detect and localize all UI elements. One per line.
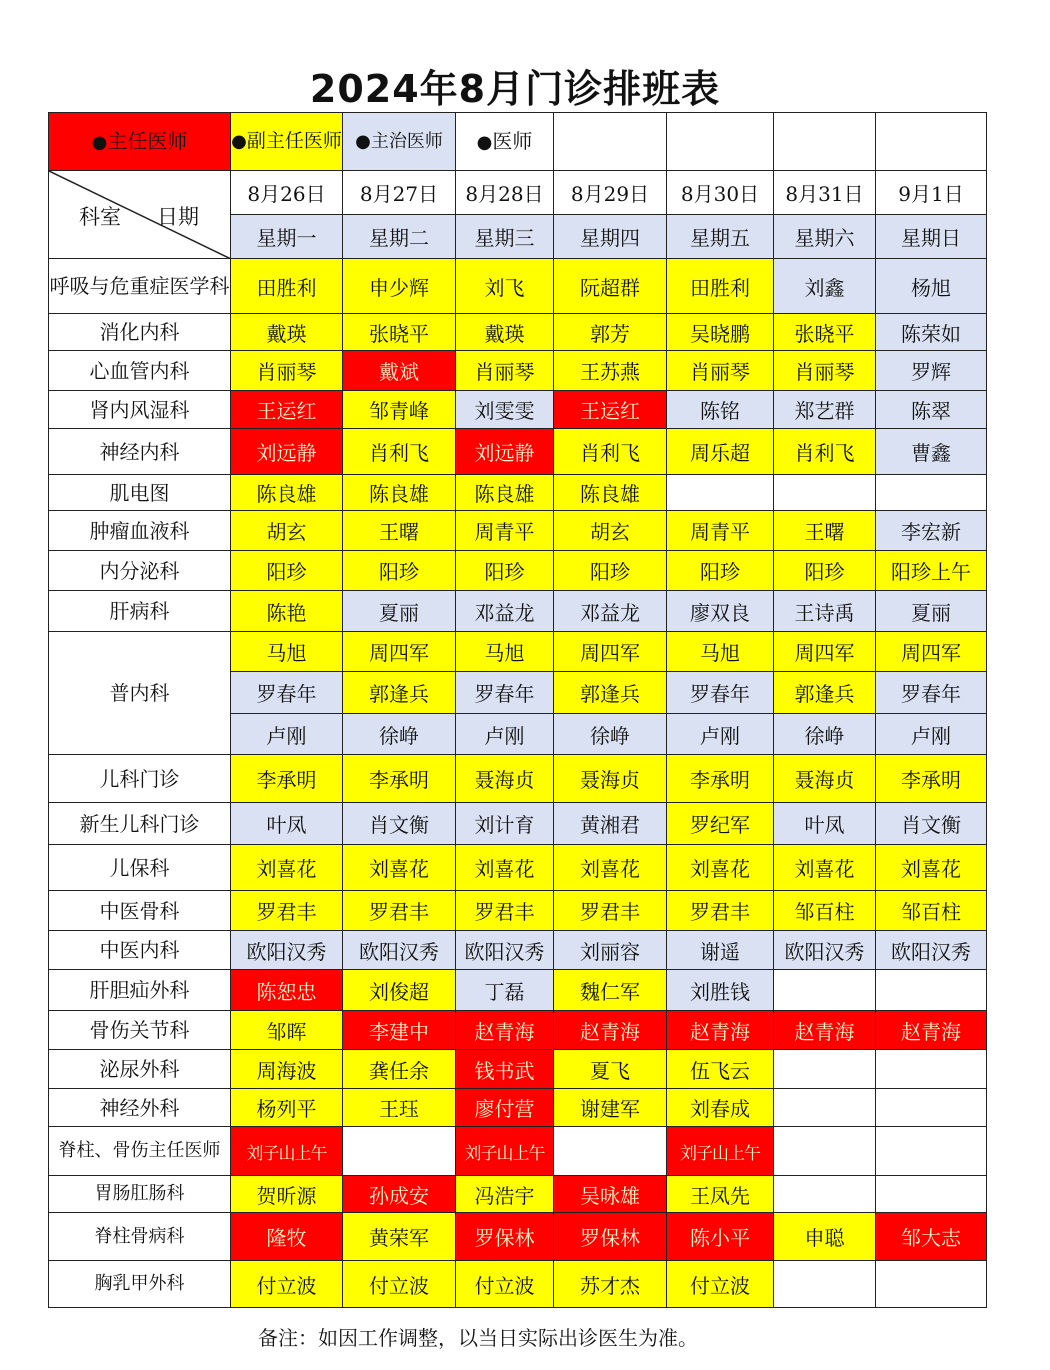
- doctor-cell: 罗君丰: [456, 891, 554, 931]
- doctor-cell: 肖丽琴: [667, 351, 774, 391]
- dept-row: [49, 803, 987, 845]
- dept-row: [49, 891, 987, 931]
- doctor-cell: 陈良雄: [343, 475, 456, 511]
- doctor-cell: 田胜利: [667, 259, 774, 314]
- legend-doctor: [456, 113, 554, 171]
- doctor-cell: 罗君丰: [554, 891, 667, 931]
- doctor-cell: 冯浩宇: [456, 1176, 554, 1213]
- date-cell: 8月28日: [456, 171, 554, 215]
- doctor-cell: 廖付营: [456, 1089, 554, 1127]
- doctor-cell: 陈荣如: [876, 314, 987, 351]
- doctor-cell: 刘雯雯: [456, 391, 554, 429]
- doctor-cell: 刘喜花: [554, 845, 667, 891]
- doctor-cell: 戴瑛: [456, 314, 554, 351]
- doctor-cell: 郭逢兵: [343, 672, 456, 714]
- doctor-cell: 聂海贞: [774, 755, 876, 803]
- bullet-icon: ●: [91, 131, 108, 153]
- doctor-cell: 戴斌: [343, 351, 456, 391]
- doctor-cell: 李承明: [231, 755, 343, 803]
- doctor-cell: 周青平: [456, 511, 554, 551]
- doctor-cell: 王凤先: [667, 1176, 774, 1213]
- dept-row: [49, 755, 987, 803]
- dept-row: [49, 1127, 987, 1176]
- doctor-cell: 刘飞: [456, 259, 554, 314]
- doctor-cell: 阳珍: [456, 551, 554, 591]
- doctor-cell: 肖利飞: [343, 429, 456, 475]
- doctor-cell: 刘子山上午: [231, 1127, 343, 1176]
- doctor-cell: 王运红: [231, 391, 343, 429]
- doctor-cell: 周四军: [554, 632, 667, 672]
- doctor-cell: 阳珍: [554, 551, 667, 591]
- doctor-cell: 孙成安: [343, 1176, 456, 1213]
- doctor-cell: 马旭: [456, 632, 554, 672]
- dept-row: [49, 1261, 987, 1308]
- doctor-cell: 陈良雄: [231, 475, 343, 511]
- doctor-cell: 陈良雄: [456, 475, 554, 511]
- bullet-icon: ●: [231, 131, 247, 152]
- doctor-cell: 周四军: [343, 632, 456, 672]
- weekday-cell: 星期日: [876, 215, 987, 259]
- dept-cell: 泌尿外科: [49, 1050, 231, 1089]
- doctor-cell: 罗君丰: [343, 891, 456, 931]
- doctor-cell: 卢刚: [231, 714, 343, 755]
- doctor-cell: 刘子山上午: [456, 1127, 554, 1176]
- dept-row: [49, 475, 987, 511]
- doctor-cell: 付立波: [343, 1261, 456, 1308]
- dept-cell: 肌电图: [49, 475, 231, 511]
- doctor-cell: 赵青海: [876, 1011, 987, 1050]
- doctor-cell: 赵青海: [667, 1011, 774, 1050]
- doctor-cell: 胡玄: [554, 511, 667, 551]
- doctor-cell: 刘远静: [231, 429, 343, 475]
- dept-row: [49, 931, 987, 970]
- doctor-cell: 刘春成: [667, 1089, 774, 1127]
- dept-row: [49, 970, 987, 1011]
- doctor-cell: 陈铭: [667, 391, 774, 429]
- dept-cell: 内分泌科: [49, 551, 231, 591]
- doctor-cell: 刘子山上午: [667, 1127, 774, 1176]
- doctor-cell: 夏丽: [343, 591, 456, 632]
- doctor-cell: 罗辉: [876, 351, 987, 391]
- doctor-cell: 李承明: [343, 755, 456, 803]
- dept-row: [49, 259, 987, 314]
- doctor-cell: 曹鑫: [876, 429, 987, 475]
- doctor-cell: 阳珍: [343, 551, 456, 591]
- doctor-cell: 罗君丰: [231, 891, 343, 931]
- empty-cell: [876, 475, 987, 511]
- doctor-cell: 付立波: [231, 1261, 343, 1308]
- dept-cell: 呼吸与危重症医学科: [49, 259, 231, 314]
- doctor-cell: 陈良雄: [554, 475, 667, 511]
- doctor-cell: 肖利飞: [774, 429, 876, 475]
- date-cell: 8月29日: [554, 171, 667, 215]
- doctor-cell: 王珏: [343, 1089, 456, 1127]
- dept-row: [49, 1050, 987, 1089]
- date-cell: 8月26日: [231, 171, 343, 215]
- doctor-cell: 罗保林: [456, 1213, 554, 1261]
- doctor-cell: 马旭: [231, 632, 343, 672]
- doctor-cell: 付立波: [667, 1261, 774, 1308]
- empty-cell: [774, 113, 876, 171]
- dept-cell: 儿科门诊: [49, 755, 231, 803]
- footer-note: 备注：如因工作调整，以当日实际出诊医生为准。: [258, 1326, 698, 1350]
- weekday-cell: 星期三: [456, 215, 554, 259]
- dept-cell: 脊柱骨病科: [49, 1213, 231, 1261]
- doctor-cell: 黄湘君: [554, 803, 667, 845]
- dept-row: [49, 632, 987, 672]
- empty-cell: [774, 970, 876, 1011]
- doctor-cell: 刘胜钱: [667, 970, 774, 1011]
- empty-cell: [774, 1261, 876, 1308]
- doctor-cell: 赵青海: [554, 1011, 667, 1050]
- legend-attending: [343, 113, 456, 171]
- doctor-cell: 吴晓鹏: [667, 314, 774, 351]
- doctor-cell: 魏仁军: [554, 970, 667, 1011]
- doctor-cell: 廖双良: [667, 591, 774, 632]
- doctor-cell: 谢遥: [667, 931, 774, 970]
- dept-row: [49, 551, 987, 591]
- doctor-cell: 欧阳汉秀: [876, 931, 987, 970]
- weekday-cell: 星期四: [554, 215, 667, 259]
- date-row: [49, 171, 987, 215]
- doctor-cell: 杨旭: [876, 259, 987, 314]
- doctor-cell: 戴瑛: [231, 314, 343, 351]
- dept-cell: 肝胆疝外科: [49, 970, 231, 1011]
- doctor-cell: 聂海贞: [554, 755, 667, 803]
- doctor-cell: 郭逢兵: [774, 672, 876, 714]
- doctor-cell: 欧阳汉秀: [774, 931, 876, 970]
- doctor-cell: 刘喜花: [667, 845, 774, 891]
- dept-cell: 儿保科: [49, 845, 231, 891]
- doctor-cell: 罗春年: [456, 672, 554, 714]
- doctor-cell: 肖丽琴: [774, 351, 876, 391]
- empty-cell: [774, 1176, 876, 1213]
- doctor-cell: 邹大志: [876, 1213, 987, 1261]
- doctor-cell: 罗春年: [876, 672, 987, 714]
- dept-row: [49, 391, 987, 429]
- doctor-cell: 郭逢兵: [554, 672, 667, 714]
- dept-row: [49, 1089, 987, 1127]
- empty-cell: [876, 1050, 987, 1089]
- doctor-cell: 周四军: [876, 632, 987, 672]
- empty-cell: [343, 1127, 456, 1176]
- doctor-cell: 陈恕忠: [231, 970, 343, 1011]
- date-cell: 8月30日: [667, 171, 774, 215]
- doctor-cell: 肖文衡: [876, 803, 987, 845]
- doctor-cell: 张晓平: [774, 314, 876, 351]
- doctor-cell: 刘鑫: [774, 259, 876, 314]
- doctor-cell: 阳珍: [774, 551, 876, 591]
- doctor-cell: 罗君丰: [667, 891, 774, 931]
- doctor-cell: 卢刚: [456, 714, 554, 755]
- doctor-cell: 肖丽琴: [456, 351, 554, 391]
- legend-chief-label: 主任医师: [107, 128, 188, 153]
- doctor-cell: 阳珍: [667, 551, 774, 591]
- empty-cell: [774, 1127, 876, 1176]
- empty-cell: [667, 113, 774, 171]
- legend-deputy-label: 副主任医师: [246, 130, 342, 152]
- dept-row: [49, 429, 987, 475]
- doctor-cell: 卢刚: [876, 714, 987, 755]
- doctor-cell: 欧阳汉秀: [456, 931, 554, 970]
- doctor-cell: 陈小平: [667, 1213, 774, 1261]
- doctor-cell: 陈艳: [231, 591, 343, 632]
- doctor-cell: 付立波: [456, 1261, 554, 1308]
- doctor-cell: 罗纪军: [667, 803, 774, 845]
- dept-cell: 心血管内科: [49, 351, 231, 391]
- doctor-cell: 贺昕源: [231, 1176, 343, 1213]
- doctor-cell: 谢建军: [554, 1089, 667, 1127]
- doctor-cell: 刘喜花: [456, 845, 554, 891]
- doctor-cell: 卢刚: [667, 714, 774, 755]
- doctor-cell: 王苏燕: [554, 351, 667, 391]
- empty-cell: [774, 1089, 876, 1127]
- date-cell: 8月27日: [343, 171, 456, 215]
- doctor-cell: 刘远静: [456, 429, 554, 475]
- doctor-cell: 夏丽: [876, 591, 987, 632]
- date-header-label: 日期: [157, 205, 199, 229]
- doctor-cell: 王曙: [774, 511, 876, 551]
- empty-cell: [774, 1050, 876, 1089]
- doctor-cell: 刘计育: [456, 803, 554, 845]
- doctor-cell: 苏才杰: [554, 1261, 667, 1308]
- doctor-cell: 张晓平: [343, 314, 456, 351]
- doctor-cell: 吴咏雄: [554, 1176, 667, 1213]
- empty-cell: [876, 1089, 987, 1127]
- doctor-cell: 刘喜花: [343, 845, 456, 891]
- doctor-cell: 邹百柱: [774, 891, 876, 931]
- dept-cell: 脊柱、骨伤主任医师: [49, 1127, 231, 1176]
- doctor-cell: 钱书武: [456, 1050, 554, 1089]
- weekday-cell: 星期一: [231, 215, 343, 259]
- dept-cell: 胃肠肛肠科: [49, 1176, 231, 1213]
- doctor-cell: 丁磊: [456, 970, 554, 1011]
- dept-row: [49, 591, 987, 632]
- doctor-cell: 阮超群: [554, 259, 667, 314]
- doctor-cell: 邹晖: [231, 1011, 343, 1050]
- page-title: 2024年8月门诊排班表: [309, 67, 721, 111]
- dept-cell: 中医内科: [49, 931, 231, 970]
- weekday-cell: 星期五: [667, 215, 774, 259]
- doctor-cell: 周乐超: [667, 429, 774, 475]
- doctor-cell: 周海波: [231, 1050, 343, 1089]
- weekday-cell: 星期二: [343, 215, 456, 259]
- doctor-cell: 罗春年: [231, 672, 343, 714]
- doctor-cell: 马旭: [667, 632, 774, 672]
- bullet-icon: ●: [355, 131, 371, 152]
- doctor-cell: 李宏新: [876, 511, 987, 551]
- doctor-cell: 邹百柱: [876, 891, 987, 931]
- doctor-cell: 郭芳: [554, 314, 667, 351]
- doctor-cell: 龚任余: [343, 1050, 456, 1089]
- doctor-cell: 李承明: [876, 755, 987, 803]
- doctor-cell: 周四军: [774, 632, 876, 672]
- doctor-cell: 王诗禹: [774, 591, 876, 632]
- dept-cell: 普内科: [49, 632, 231, 755]
- legend-row: [49, 113, 987, 171]
- doctor-cell: 陈翠: [876, 391, 987, 429]
- bullet-icon: ●: [476, 131, 493, 153]
- legend-chief: [49, 113, 231, 171]
- doctor-cell: 郑艺群: [774, 391, 876, 429]
- doctor-cell: 赵青海: [456, 1011, 554, 1050]
- dept-cell: 肝病科: [49, 591, 231, 632]
- doctor-cell: 刘俊超: [343, 970, 456, 1011]
- dept-row: [49, 314, 987, 351]
- date-cell: 9月1日: [876, 171, 987, 215]
- doctor-cell: 刘喜花: [774, 845, 876, 891]
- doctor-cell: 刘喜花: [876, 845, 987, 891]
- doctor-cell: 胡玄: [231, 511, 343, 551]
- empty-cell: [876, 1127, 987, 1176]
- dept-row: [49, 511, 987, 551]
- dept-cell: 神经外科: [49, 1089, 231, 1127]
- doctor-cell: 邓益龙: [456, 591, 554, 632]
- weekday-cell: 星期六: [774, 215, 876, 259]
- dept-row: [49, 1176, 987, 1213]
- doctor-cell: 欧阳汉秀: [343, 931, 456, 970]
- dept-row: [49, 1213, 987, 1261]
- doctor-cell: 肖丽琴: [231, 351, 343, 391]
- doctor-cell: 隆牧: [231, 1213, 343, 1261]
- doctor-cell: 徐峥: [343, 714, 456, 755]
- date-cell: 8月31日: [774, 171, 876, 215]
- doctor-cell: 杨列平: [231, 1089, 343, 1127]
- doctor-cell: 田胜利: [231, 259, 343, 314]
- empty-cell: [554, 1127, 667, 1176]
- dept-cell: 肾内风湿科: [49, 391, 231, 429]
- doctor-cell: 伍飞云: [667, 1050, 774, 1089]
- doctor-cell: 黄荣军: [343, 1213, 456, 1261]
- dept-row: [49, 1011, 987, 1050]
- doctor-cell: 李建中: [343, 1011, 456, 1050]
- legend-deputy: [231, 113, 343, 171]
- doctor-cell: 罗保林: [554, 1213, 667, 1261]
- dept-cell: 肿瘤血液科: [49, 511, 231, 551]
- doctor-cell: 申聪: [774, 1213, 876, 1261]
- dept-row: [49, 351, 987, 391]
- doctor-cell: 刘喜花: [231, 845, 343, 891]
- doctor-cell: 肖文衡: [343, 803, 456, 845]
- doctor-cell: 周青平: [667, 511, 774, 551]
- empty-cell: [876, 113, 987, 171]
- header-corner: [49, 171, 231, 259]
- doctor-cell: 邹青峰: [343, 391, 456, 429]
- doctor-cell: 夏飞: [554, 1050, 667, 1089]
- doctor-cell: 聂海贞: [456, 755, 554, 803]
- empty-cell: [667, 475, 774, 511]
- doctor-cell: 阳珍上午: [876, 551, 987, 591]
- doctor-cell: 罗春年: [667, 672, 774, 714]
- dept-header-label: 科室: [79, 205, 121, 229]
- doctor-cell: 王运红: [554, 391, 667, 429]
- empty-cell: [554, 113, 667, 171]
- empty-cell: [876, 1176, 987, 1213]
- doctor-cell: 肖利飞: [554, 429, 667, 475]
- doctor-cell: 阳珍: [231, 551, 343, 591]
- empty-cell: [876, 970, 987, 1011]
- doctor-cell: 李承明: [667, 755, 774, 803]
- dept-cell: 中医骨科: [49, 891, 231, 931]
- dept-cell: 骨伤关节科: [49, 1011, 231, 1050]
- dept-cell: 胸乳甲外科: [49, 1261, 231, 1308]
- doctor-cell: 赵青海: [774, 1011, 876, 1050]
- legend-attending-label: 主治医师: [370, 131, 443, 152]
- doctor-cell: 王曙: [343, 511, 456, 551]
- doctor-cell: 邓益龙: [554, 591, 667, 632]
- doctor-cell: 叶凤: [774, 803, 876, 845]
- doctor-cell: 欧阳汉秀: [231, 931, 343, 970]
- schedule-table: [48, 112, 987, 1308]
- dept-cell: 神经内科: [49, 429, 231, 475]
- doctor-cell: 徐峥: [774, 714, 876, 755]
- doctor-cell: 刘丽容: [554, 931, 667, 970]
- legend-doctor-label: 医师: [492, 128, 533, 153]
- doctor-cell: 徐峥: [554, 714, 667, 755]
- dept-cell: 消化内科: [49, 314, 231, 351]
- empty-cell: [774, 475, 876, 511]
- diagonal-line: [49, 171, 231, 259]
- empty-cell: [876, 1261, 987, 1308]
- dept-cell: 新生儿科门诊: [49, 803, 231, 845]
- doctor-cell: 申少辉: [343, 259, 456, 314]
- dept-row: [49, 845, 987, 891]
- doctor-cell: 叶凤: [231, 803, 343, 845]
